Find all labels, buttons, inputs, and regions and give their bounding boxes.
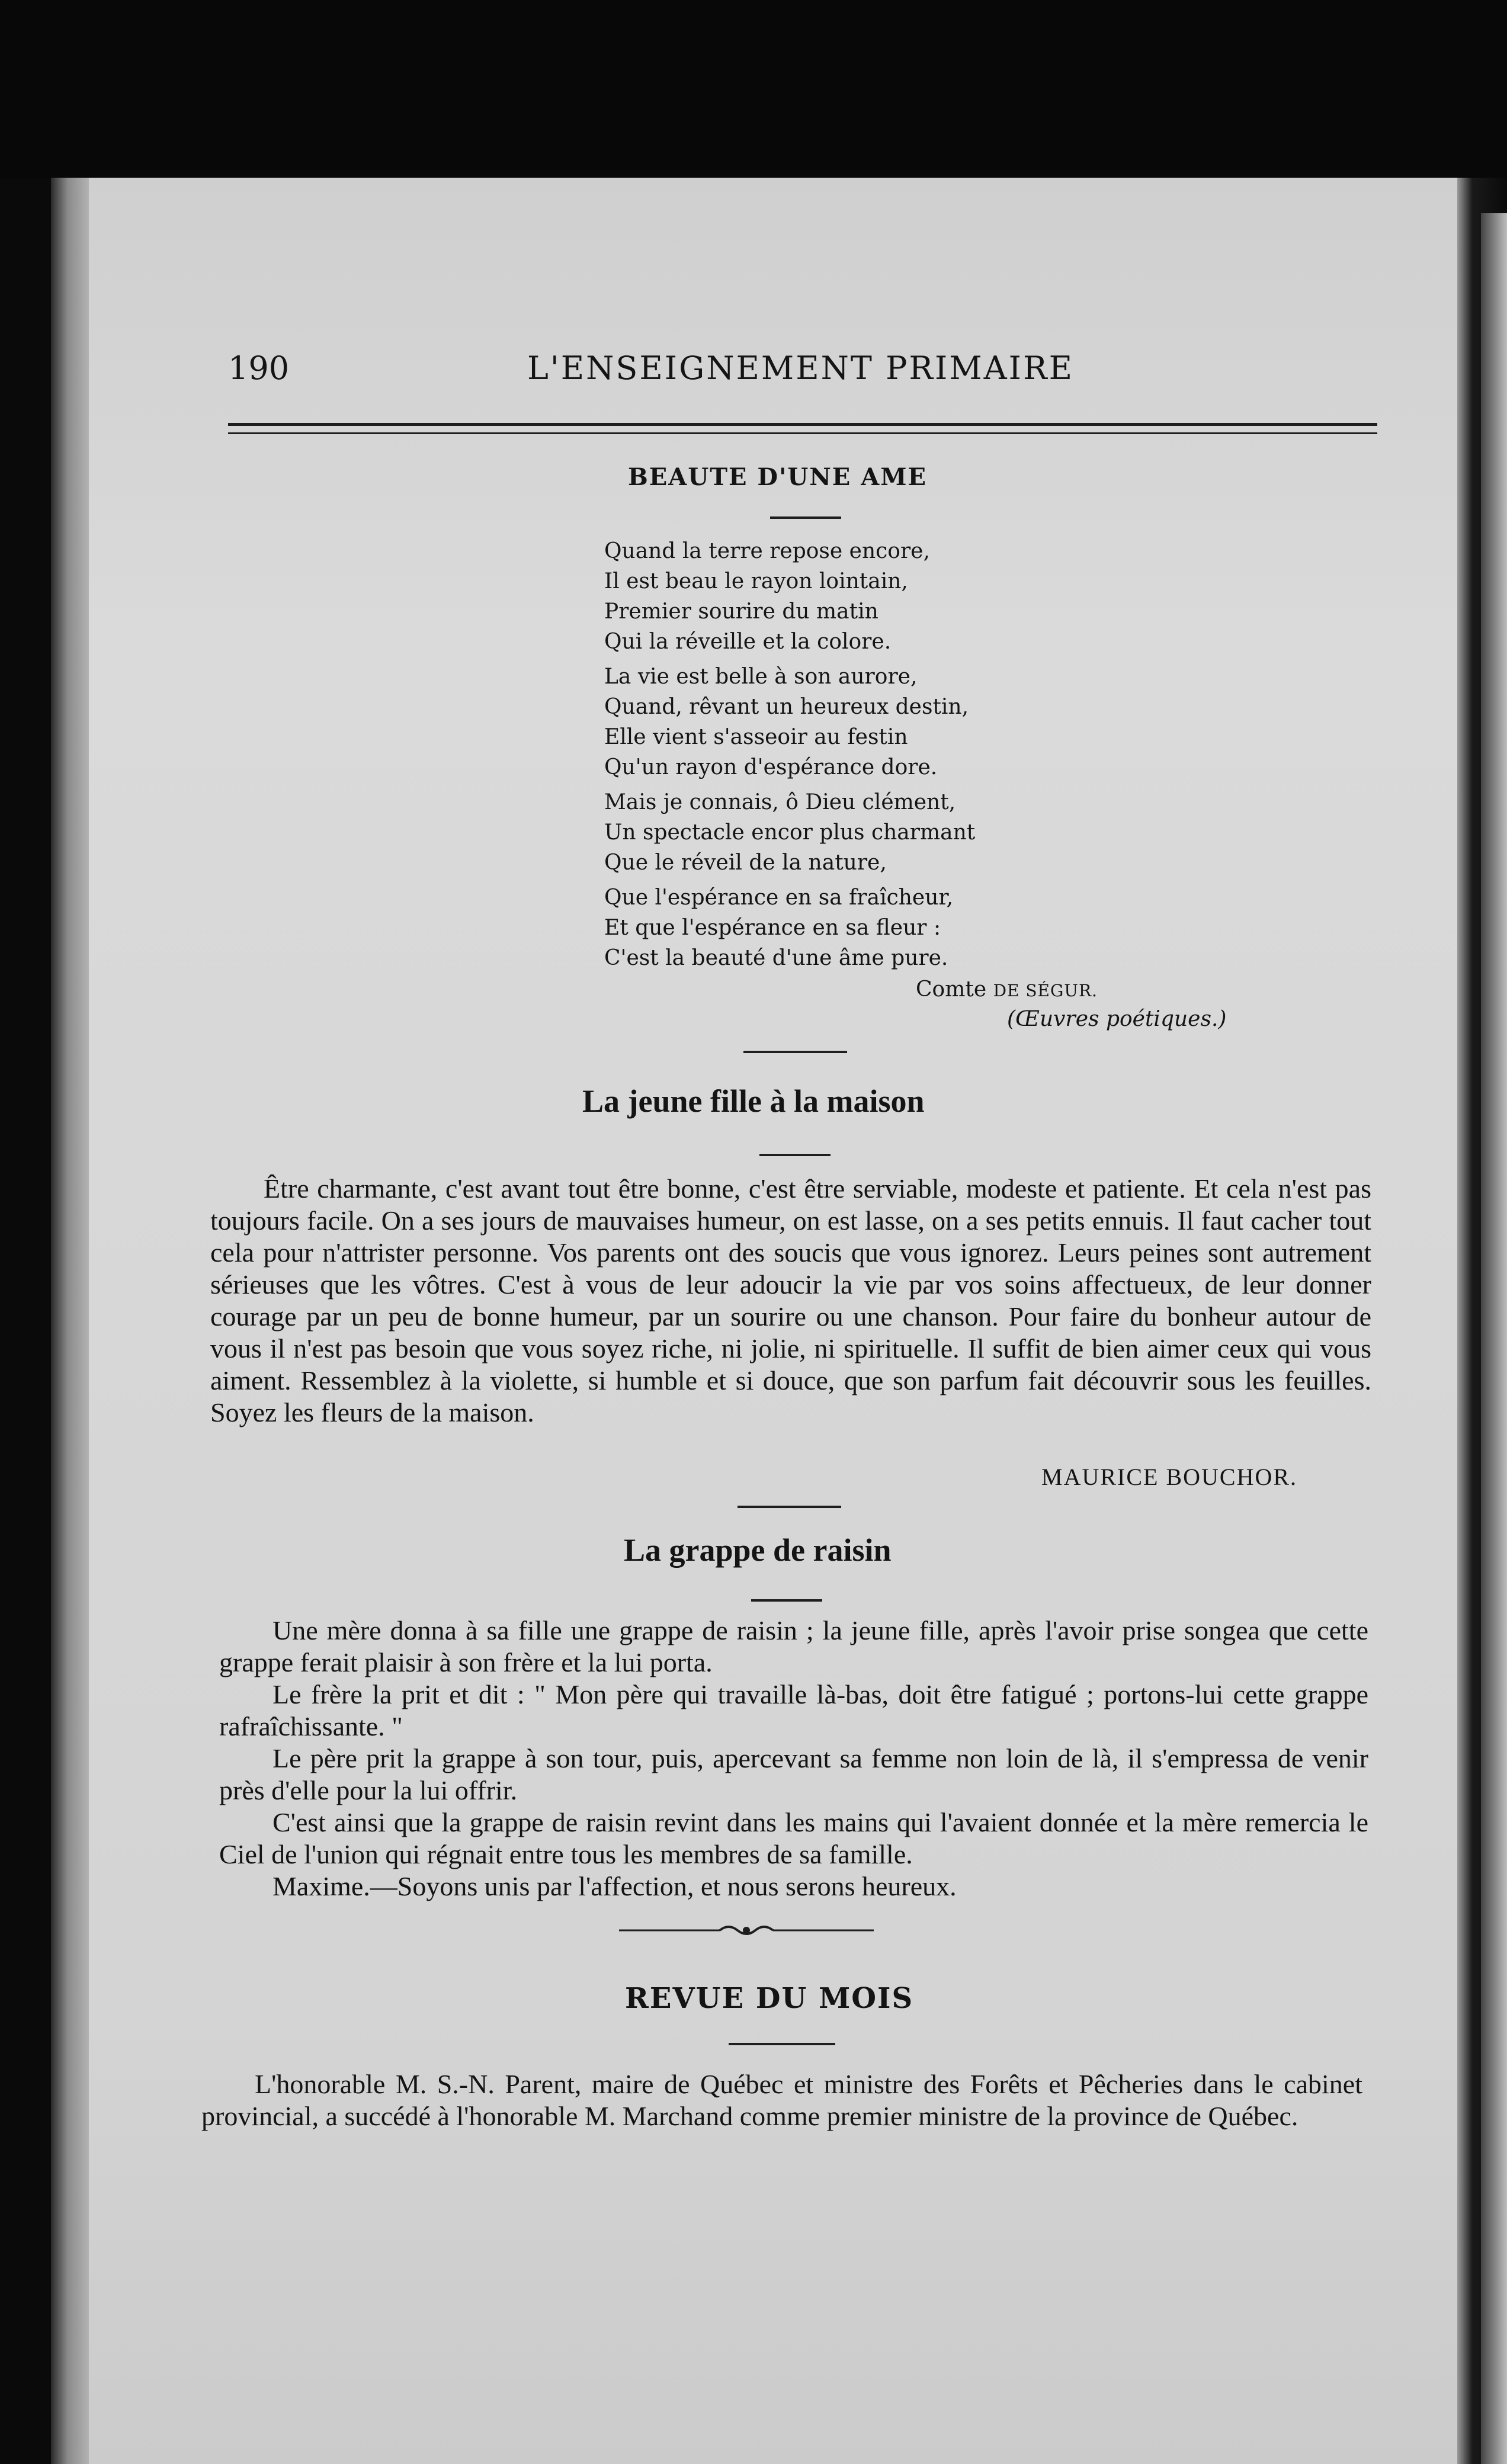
header-rule-thick <box>228 423 1377 426</box>
section-title-rule <box>751 1599 822 1602</box>
poem-line: Il est beau le rayon lointain, <box>604 569 908 593</box>
poem-author-name: DE SÉGUR. <box>993 981 1098 1000</box>
section-jeune-fille-text <box>210 1173 1371 1429</box>
poem-line: C'est la beauté d'une âme pure. <box>604 946 948 970</box>
poem-author <box>916 977 1098 1002</box>
poem-line: Un spectacle encor plus charmant <box>604 820 976 845</box>
header-rule-thin <box>228 432 1377 434</box>
paragraph: Maxime.—Soyons unis par l'affection, et nous serons heureux. <box>272 1871 957 1901</box>
poem-line: Mais je connais, ô Dieu clément, <box>604 790 956 814</box>
section-revue-text <box>201 2068 1362 2132</box>
section-title-revue: REVUE DU MOIS <box>625 1982 914 2015</box>
next-page-edge <box>1481 213 1507 2464</box>
poem-title: BEAUTE D'UNE AME <box>628 463 927 491</box>
scan-background <box>0 0 1507 178</box>
poem-title-rule <box>770 516 841 519</box>
poem-line: Premier sourire du matin <box>604 599 878 624</box>
poem-line: Quand, rêvant un heureux destin, <box>604 695 969 719</box>
running-title: L'ENSEIGNEMENT PRIMAIRE <box>527 349 1075 387</box>
poem-author-prefix: Comte <box>916 977 993 1002</box>
paragraph: C'est ainsi que la grappe de raisin revint dans les mains qui l'avaient donnée et la mère remercia le Ciel de l'union qui régnait entre tous les membres de sa famille. <box>219 1807 1368 1869</box>
page-number: 190 <box>228 349 290 387</box>
poem-stanza-4 <box>604 883 975 973</box>
poem-line: Elle vient s'asseoir au festin <box>604 725 908 749</box>
section-separator <box>738 1506 841 1508</box>
poem-source: (Œuvres poétiques.) <box>1007 1007 1227 1031</box>
section-title-jeune-fille: La jeune fille à la maison <box>582 1083 925 1119</box>
page-edge-left <box>51 178 92 2464</box>
poem-line: Qui la réveille et la colore. <box>604 630 892 654</box>
section-title-rule <box>729 2043 835 2045</box>
poem-body <box>604 536 975 978</box>
poem-stanza-3 <box>604 787 975 878</box>
poem-line: Qu'un rayon d'espérance dore. <box>604 755 938 779</box>
poem-line: Que l'espérance en sa fraîcheur, <box>604 886 954 910</box>
paragraph: Le père prit la grappe à son tour, puis, apercevant sa femme non loin de là, il s'empressa de venir près d'elle pour la lui offrir. <box>219 1743 1368 1805</box>
poem-line: Que le réveil de la nature, <box>604 851 887 875</box>
section-title-rule <box>759 1154 831 1156</box>
section-separator <box>743 1051 847 1053</box>
section-grappe-text <box>219 1615 1368 1902</box>
signature-bouchor: MAURICE BOUCHOR. <box>1041 1464 1298 1490</box>
poem-line: Et que l'espérance en sa fleur : <box>604 916 941 940</box>
poem-stanza-1 <box>604 536 975 657</box>
poem-line: La vie est belle à son aurore, <box>604 665 918 689</box>
poem-line: Quand la terre repose encore, <box>604 539 930 563</box>
paragraph: L'honorable M. S.-N. Parent, maire de Québec et ministre des Forêts et Pêcheries dans le cabinet provincial, a succédé à l'honorable M. Marchand comme premier ministre de la province de Québec. <box>201 2069 1362 2131</box>
paragraph: Être charmante, c'est avant tout être bonne, c'est être serviable, modeste et patiente. Et cela n'est pas toujours facile. On a ses jours de mauvaises humeur, on est lasse, on a ses petits ennuis. Il faut cacher tout cela pour n'attrister personne. Vos parents ont des soucis que vous ignorez. Leurs peines sont autrement sérieuses que les vôtres. C'est à vous de leur adoucir la vie par vos soins affectueux, de leur donner courage par un peu de bonne humeur, par un sourire ou une chanson. Pour faire du bonheur autour de vous il n'est pas besoin que vous soyez riche, ni jolie, ni spirituelle. Il suffit de bien aimer ceux qui vous aiment. Ressemblez à la violette, si humble et si douce, que son parfum fait découvrir sous les feuilles. Soyez les fleurs de la maison. <box>210 1173 1371 1427</box>
section-title-grappe: La grappe de raisin <box>624 1532 892 1568</box>
paragraph: Une mère donna à sa fille une grappe de raisin ; la jeune fille, après l'avoir prise songea que cette grappe ferait plaisir à son frère et la lui porta. <box>219 1615 1368 1677</box>
poem-stanza-2 <box>604 662 975 782</box>
ornament-divider <box>619 1921 874 1939</box>
paragraph: Le frère la prit et dit : " Mon père qui travaille là-bas, doit être fatigué ; portons-lui cette grappe rafraîchissante. " <box>219 1679 1368 1741</box>
